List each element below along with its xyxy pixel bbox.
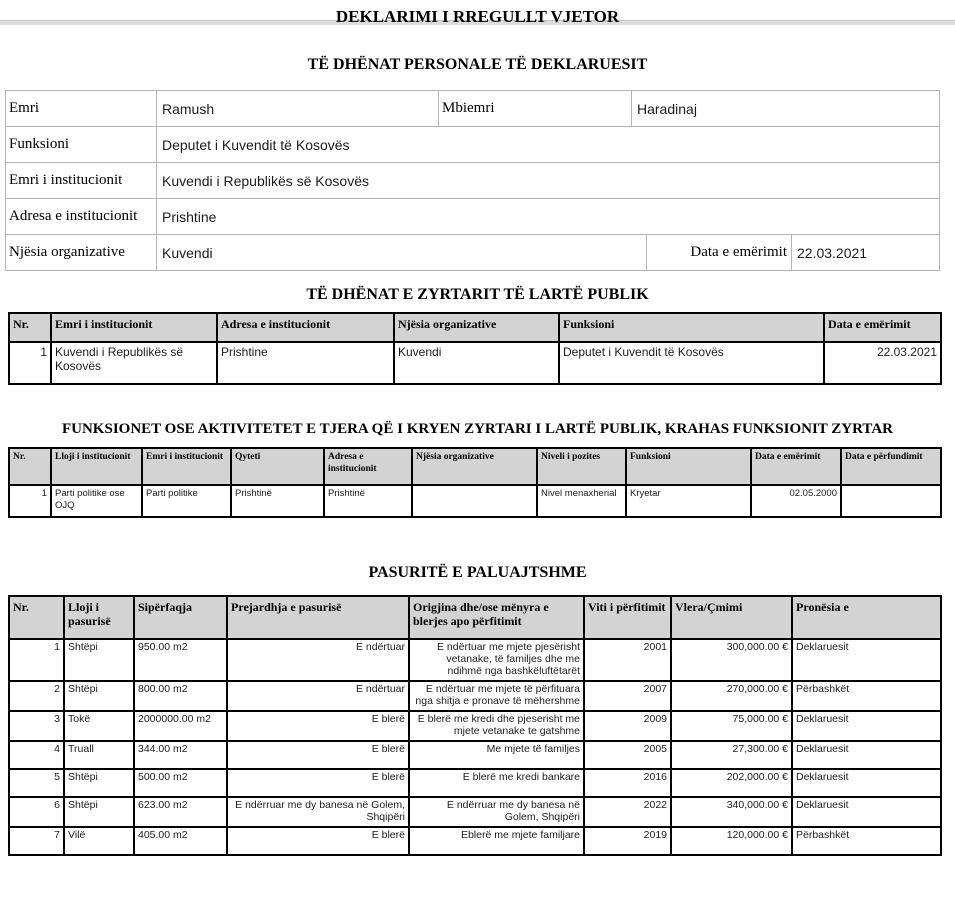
table-cell: 2: [9, 681, 64, 711]
table-row: [9, 485, 941, 517]
field-label-emri-institucionit: Emri i institucionit: [9, 172, 123, 188]
table-cell: 1: [9, 485, 51, 517]
column-header: Emri i institucionit: [142, 448, 231, 485]
table-cell: E ndërruar me dy banesa në Golem, Shqipëri: [227, 797, 409, 827]
table-cell: 22.03.2021: [824, 342, 941, 384]
table-row: [9, 797, 941, 827]
table-cell: [841, 485, 941, 517]
table-cell: Kuvendi: [394, 342, 559, 384]
table-cell: E ndërruar me dy banesa në Golem, Shqipëri: [409, 797, 584, 827]
table-cell: Përbashkët: [792, 681, 941, 711]
section-heading-personal: TË DHËNAT PERSONALE TË DEKLARUESIT: [307, 56, 648, 73]
field-value-adresa-institucionit: Prishtine: [156, 199, 939, 234]
column-header: Prejardhja e pasurisë: [227, 596, 409, 639]
table-cell: Përbashkët: [792, 827, 941, 855]
field-value-njesia-organizative: Kuvendi: [156, 235, 646, 270]
table-cell: 2016: [584, 769, 671, 797]
document-title-clipped: DEKLARIMI I RREGULLT VJETOR: [335, 7, 620, 26]
table-cell: 340,000.00 €: [671, 797, 792, 827]
table-cell: E blerë me kredi dhe pjeserisht me mjete vetanake te gatshme: [409, 711, 584, 741]
column-header: Njësia organizative: [394, 313, 559, 342]
column-header: Qyteti: [231, 448, 324, 485]
table-cell: E blerë: [227, 769, 409, 797]
table-cell: 800.00 m2: [134, 681, 227, 711]
table-cell: Prishtine: [217, 342, 394, 384]
table-cell: Deklaruesit: [792, 741, 941, 769]
table-cell: 02.05.2000: [751, 485, 841, 517]
table-cell: 2019: [584, 827, 671, 855]
table-row: [6, 199, 939, 235]
table-cell: Shtëpi: [64, 681, 134, 711]
section-heading-assets: PASURITË E PALUAJTSHME: [368, 564, 587, 581]
table-cell: 623.00 m2: [134, 797, 227, 827]
table-cell: Kuvendi i Republikës së Kosovës: [51, 342, 217, 384]
table-cell: 2022: [584, 797, 671, 827]
column-header: Nr.: [9, 313, 51, 342]
column-header: Data e përfundimit: [841, 448, 941, 485]
table-cell: 7: [9, 827, 64, 855]
column-header: Adresa e institucionit: [217, 313, 394, 342]
field-value-emri: Ramush: [156, 91, 438, 126]
table-cell: E blerë: [227, 711, 409, 741]
table-cell: Parti politike ose OJQ: [51, 485, 142, 517]
column-header: Vlera/Çmimi: [671, 596, 792, 639]
column-header: Sipërfaqja: [134, 596, 227, 639]
table-cell: 3: [9, 711, 64, 741]
immovable-assets-table: [8, 595, 942, 856]
table-cell: E blerë me kredi bankare: [409, 769, 584, 797]
table-row: [9, 711, 941, 741]
table-cell: 300,000.00 €: [671, 639, 792, 681]
column-header: Data e emërimit: [824, 313, 941, 342]
field-label-njesia-organizative: Njësia organizative: [9, 244, 125, 260]
field-label-funksioni: Funksioni: [9, 136, 70, 152]
table-cell: E ndërtuar: [227, 681, 409, 711]
column-header: Emri i institucionit: [51, 313, 217, 342]
table-cell: 2007: [584, 681, 671, 711]
table-row: [6, 163, 939, 199]
table-cell: Shtëpi: [64, 639, 134, 681]
table-cell: 500.00 m2: [134, 769, 227, 797]
table-cell: Prishtinë: [231, 485, 324, 517]
table-cell: Shtëpi: [64, 797, 134, 827]
table-row: [6, 235, 939, 270]
table-cell: 2000000.00 m2: [134, 711, 227, 741]
table-cell: Prishtinë: [324, 485, 412, 517]
table-cell: 405.00 m2: [134, 827, 227, 855]
other-functions-table: [8, 447, 942, 518]
table-cell: 1: [9, 342, 51, 384]
table-cell: Deklaruesit: [792, 639, 941, 681]
table-cell: 344.00 m2: [134, 741, 227, 769]
field-value-data-emerimit: 22.03.2021: [791, 235, 939, 270]
table-cell: E ndërtuar: [227, 639, 409, 681]
table-cell: 2001: [584, 639, 671, 681]
table-cell: 950.00 m2: [134, 639, 227, 681]
field-label-adresa-institucionit: Adresa e institucionit: [9, 208, 138, 224]
table-row: [9, 342, 941, 384]
column-header: Njësia organizative: [412, 448, 537, 485]
table-header-row: [9, 313, 941, 342]
column-header: Nr.: [9, 448, 51, 485]
table-row: [6, 127, 939, 163]
table-cell: Deklaruesit: [792, 711, 941, 741]
column-header: Origjina dhe/ose mënyra e blerjes apo përfitimit: [409, 596, 584, 639]
table-cell: E ndërtuar me mjete pjesërisht vetanake, të familjes dhe me ndihmë nga bashkëluftëtarët: [409, 639, 584, 681]
table-cell: Deklaruesit: [792, 797, 941, 827]
column-header: Viti i përfitimit: [584, 596, 671, 639]
table-cell: Truall: [64, 741, 134, 769]
table-cell: Shtëpi: [64, 769, 134, 797]
table-cell: 27,300.00 €: [671, 741, 792, 769]
table-cell: Vilë: [64, 827, 134, 855]
table-cell: E ndërtuar me mjete të përfituara nga shitja e pronave të mëhershme: [409, 681, 584, 711]
table-cell: 120,000.00 €: [671, 827, 792, 855]
table-row: [9, 827, 941, 855]
personal-data-table: [5, 90, 940, 271]
table-cell: 4: [9, 741, 64, 769]
table-cell: 6: [9, 797, 64, 827]
column-header: Lloji i institucionit: [51, 448, 142, 485]
declaration-document: [0, 7, 955, 900]
official-data-table: [8, 312, 942, 385]
table-cell: 202,000.00 €: [671, 769, 792, 797]
table-cell: Deklaruesit: [792, 769, 941, 797]
field-label-emri: Emri: [9, 100, 39, 116]
column-header: Nr.: [9, 596, 64, 639]
table-row: [6, 91, 939, 127]
table-cell: Parti politike: [142, 485, 231, 517]
column-header: Adresa e institucionit: [324, 448, 412, 485]
table-cell: 5: [9, 769, 64, 797]
column-header: Funksioni: [559, 313, 824, 342]
section-heading-official: TË DHËNAT E ZYRTARIT TË LARTË PUBLIK: [306, 286, 649, 303]
table-header-row: [9, 596, 941, 639]
table-row: [9, 681, 941, 711]
table-cell: Nivel menaxherial: [537, 485, 626, 517]
table-cell: 1: [9, 639, 64, 681]
table-cell: 2005: [584, 741, 671, 769]
table-row: [9, 769, 941, 797]
table-cell: 2009: [584, 711, 671, 741]
field-value-emri-institucionit: Kuvendi i Republikës së Kosovës: [156, 163, 939, 198]
section-heading-functions: FUNKSIONET OSE AKTIVITETET E TJERA QË I KRYEN ZYRTARI I LARTË PUBLIK, KRAHAS FUNKSIONIT ZYRTAR: [61, 421, 893, 437]
table-cell: 270,000.00 €: [671, 681, 792, 711]
table-row: [9, 639, 941, 681]
column-header: Funksioni: [626, 448, 751, 485]
column-header: Data e emërimit: [751, 448, 841, 485]
table-header-row: [9, 448, 941, 485]
table-cell: E blerë: [227, 827, 409, 855]
table-cell: Tokë: [64, 711, 134, 741]
table-row: [9, 741, 941, 769]
table-cell: 75,000.00 €: [671, 711, 792, 741]
field-label-mbiemri: Mbiemri: [438, 91, 631, 126]
field-value-mbiemri: Haradinaj: [631, 91, 939, 126]
column-header: Lloji i pasurisë: [64, 596, 134, 639]
table-cell: [412, 485, 537, 517]
table-cell: Deputet i Kuvendit të Kosovës: [559, 342, 824, 384]
field-value-funksioni: Deputet i Kuvendit të Kosovës: [156, 127, 939, 162]
field-label-data-emerimit: Data e emërimit: [646, 235, 791, 270]
table-cell: Eblerë me mjete familjare: [409, 827, 584, 855]
table-cell: E blerë: [227, 741, 409, 769]
column-header: Niveli i pozites: [537, 448, 626, 485]
column-header: Pronësia e: [792, 596, 941, 639]
table-cell: Me mjete të familjes: [409, 741, 584, 769]
table-cell: Kryetar: [626, 485, 751, 517]
